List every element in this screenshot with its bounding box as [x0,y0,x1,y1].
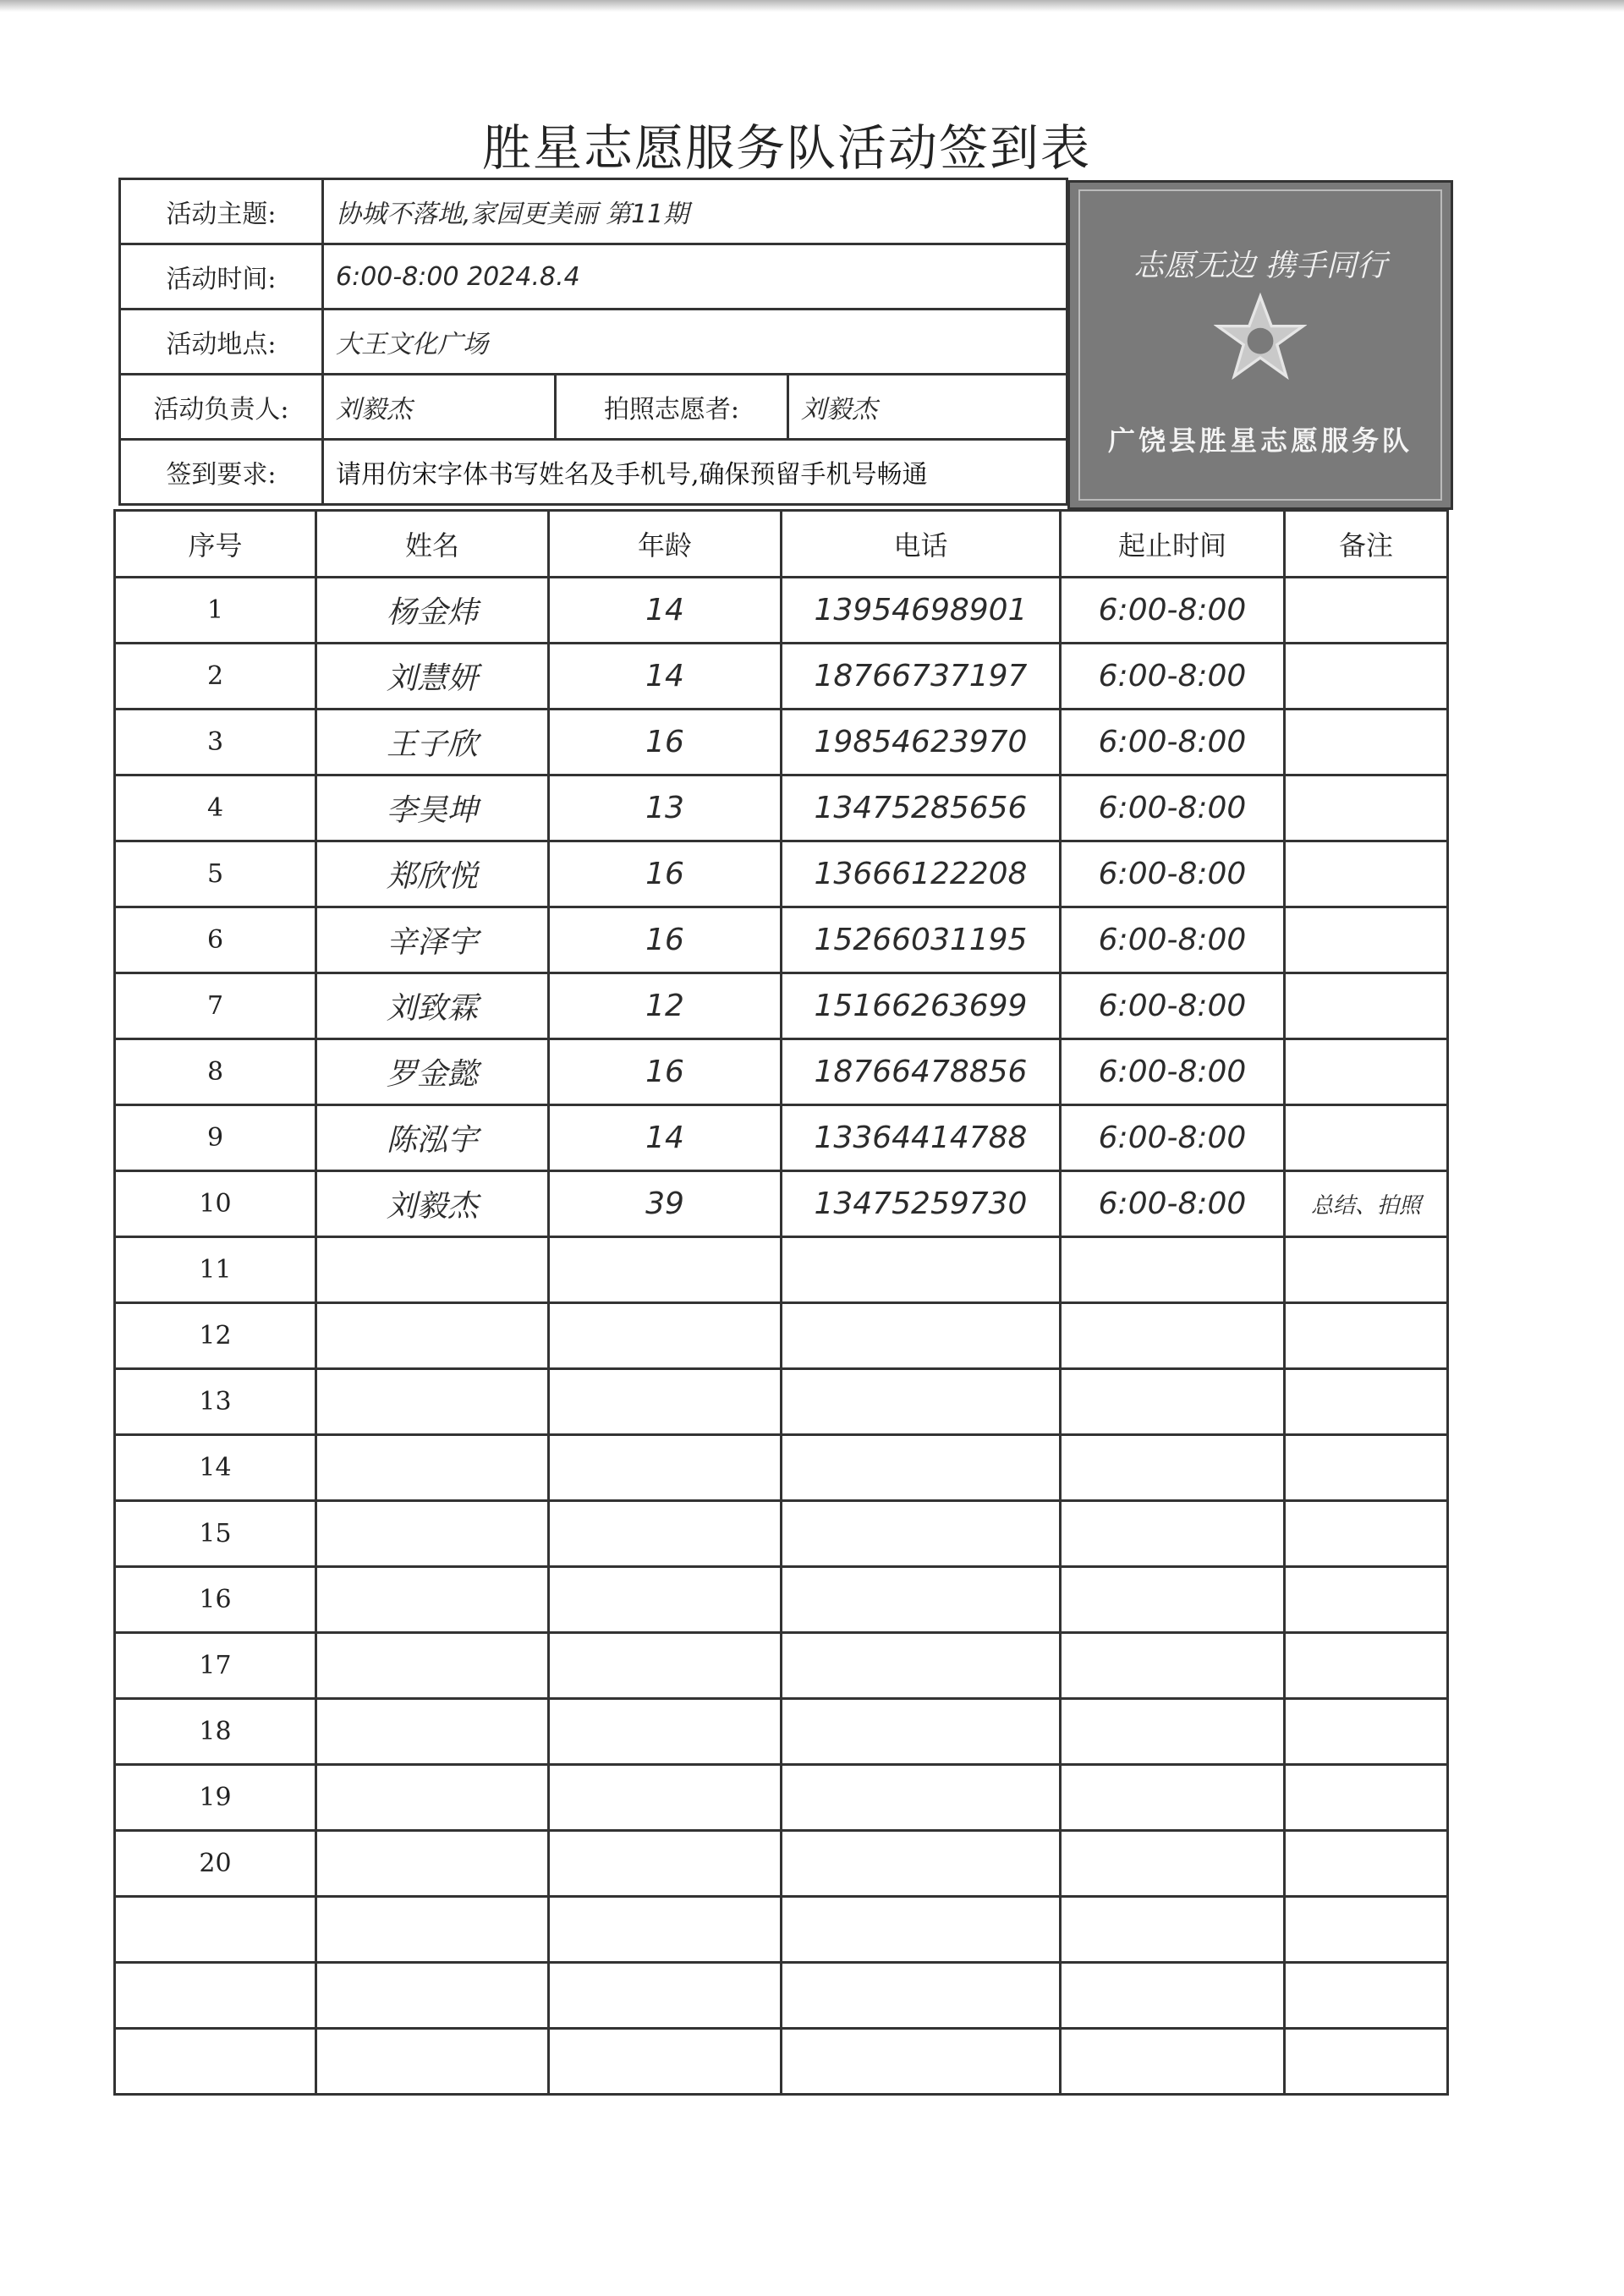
age-cell: 13 [549,775,782,841]
time-cell [1061,1831,1285,1897]
time-cell [1061,1567,1285,1633]
name-cell [316,1435,549,1501]
phone-cell: 18766478856 [782,1039,1061,1105]
header-note: 备注 [1285,511,1448,578]
phone-cell [782,2029,1061,2095]
requirement-value: 请用仿宋字体书写姓名及手机号,确保预留手机号畅通 [323,440,1067,505]
scan-edge-shadow [0,0,1624,12]
phone-cell [782,1237,1061,1303]
seq-cell: 14 [115,1435,316,1501]
table-row [115,1039,1448,1105]
age-cell [549,1897,782,1963]
age-cell: 16 [549,907,782,973]
age-cell [549,1765,782,1831]
phone-cell: 13954698901 [782,578,1061,644]
table-row [115,1303,1448,1369]
phone-cell [782,1633,1061,1699]
phone-cell: 15266031195 [782,907,1061,973]
note-cell [1285,1897,1448,1963]
age-cell [549,1237,782,1303]
note-cell [1285,1435,1448,1501]
header-name: 姓名 [316,511,549,578]
note-cell [1285,578,1448,644]
leader-label: 活动负责人: [120,375,323,440]
phone-cell: 18766737197 [782,644,1061,710]
seq-cell: 9 [115,1105,316,1171]
table-row [115,973,1448,1039]
age-cell: 14 [549,578,782,644]
seq-cell: 12 [115,1303,316,1369]
name-cell [316,1567,549,1633]
seq-cell [115,2029,316,2095]
note-cell [1285,1369,1448,1435]
table-row [115,1897,1448,1963]
name-cell [316,2029,549,2095]
name-cell [316,1369,549,1435]
name-cell: 刘慧妍 [316,644,549,710]
age-cell [549,1633,782,1699]
name-cell [316,1303,549,1369]
name-cell [316,1501,549,1567]
table-row [115,1963,1448,2029]
age-cell [549,1501,782,1567]
table-row [115,1699,1448,1765]
name-cell: 王子欣 [316,710,549,775]
note-cell [1285,1765,1448,1831]
seq-cell: 2 [115,644,316,710]
header-time: 起止时间 [1061,511,1285,578]
age-cell [549,2029,782,2095]
note-cell [1285,1963,1448,2029]
table-row [115,1831,1448,1897]
table-row [115,1369,1448,1435]
activity-info-table [118,178,1068,506]
seq-cell: 4 [115,775,316,841]
seq-cell [115,1963,316,2029]
header-phone: 电话 [782,511,1061,578]
note-cell [1285,1831,1448,1897]
age-cell: 16 [549,1039,782,1105]
table-row [115,1501,1448,1567]
age-cell [549,1435,782,1501]
phone-cell [782,1963,1061,2029]
table-row [115,1765,1448,1831]
seq-cell: 5 [115,841,316,907]
time-value: 6:00-8:00 2024.8.4 [323,244,1067,310]
name-cell [316,1765,549,1831]
phone-cell [782,1567,1061,1633]
time-cell [1061,1633,1285,1699]
time-cell [1061,1963,1285,2029]
name-cell: 陈泓宇 [316,1105,549,1171]
note-cell [1285,1699,1448,1765]
note-cell [1285,1501,1448,1567]
note-cell [1285,907,1448,973]
photographer-label: 拍照志愿者: [556,375,788,440]
table-row [115,2029,1448,2095]
time-label: 活动时间: [120,244,323,310]
requirement-label: 签到要求: [120,440,323,505]
time-cell [1061,1237,1285,1303]
table-row [115,644,1448,710]
seq-cell: 11 [115,1237,316,1303]
leader-value: 刘毅杰 [323,375,556,440]
age-cell: 14 [549,1105,782,1171]
name-cell: 郑欣悦 [316,841,549,907]
seq-cell: 19 [115,1765,316,1831]
table-row [115,578,1448,644]
logo-slogan: 志愿无边 携手同行 [1133,249,1387,283]
header-seq: 序号 [115,511,316,578]
phone-cell: 15166263699 [782,973,1061,1039]
phone-cell: 13475285656 [782,775,1061,841]
phone-cell [782,1765,1061,1831]
note-cell [1285,1237,1448,1303]
note-cell [1285,1303,1448,1369]
time-cell: 6:00-8:00 [1061,775,1285,841]
note-cell [1285,841,1448,907]
note-cell [1285,1567,1448,1633]
age-cell: 39 [549,1171,782,1237]
seq-cell: 17 [115,1633,316,1699]
info-row-theme [120,179,1067,244]
table-row [115,841,1448,907]
table-row [115,1171,1448,1237]
time-cell [1061,1897,1285,1963]
name-cell: 罗金懿 [316,1039,549,1105]
phone-cell: 13666122208 [782,841,1061,907]
age-cell [549,1963,782,2029]
time-cell [1061,2029,1285,2095]
time-cell: 6:00-8:00 [1061,1171,1285,1237]
name-cell: 刘致霖 [316,973,549,1039]
info-row-leader [120,375,1067,440]
seq-cell: 1 [115,578,316,644]
phone-cell [782,1303,1061,1369]
time-cell: 6:00-8:00 [1061,644,1285,710]
page-title: 胜星志愿服务队活动签到表 [481,119,1091,177]
seq-cell: 15 [115,1501,316,1567]
name-cell [316,1633,549,1699]
note-cell [1285,644,1448,710]
phone-cell [782,1897,1061,1963]
age-cell [549,1699,782,1765]
phone-cell: 13364414788 [782,1105,1061,1171]
time-cell: 6:00-8:00 [1061,1039,1285,1105]
table-row [115,710,1448,775]
seq-cell: 16 [115,1567,316,1633]
note-cell [1285,2029,1448,2095]
time-cell: 6:00-8:00 [1061,1105,1285,1171]
note-cell [1285,1105,1448,1171]
star-icon [1214,293,1307,386]
table-row [115,1633,1448,1699]
seq-cell: 3 [115,710,316,775]
note-cell [1285,973,1448,1039]
phone-cell [782,1699,1061,1765]
info-row-place [120,310,1067,375]
phone-cell [782,1435,1061,1501]
seq-cell: 18 [115,1699,316,1765]
note-cell [1285,775,1448,841]
age-cell: 14 [549,644,782,710]
note-cell [1285,1039,1448,1105]
age-cell [549,1303,782,1369]
name-cell: 刘毅杰 [316,1171,549,1237]
time-cell [1061,1435,1285,1501]
place-label: 活动地点: [120,310,323,375]
info-row-requirement [120,440,1067,505]
seq-cell: 20 [115,1831,316,1897]
table-row [115,1567,1448,1633]
time-cell [1061,1369,1285,1435]
attendance-table [113,509,1449,2096]
name-cell [316,1963,549,2029]
phone-cell: 19854623970 [782,710,1061,775]
note-cell: 总结、拍照 [1285,1171,1448,1237]
time-cell: 6:00-8:00 [1061,841,1285,907]
name-cell [316,1831,549,1897]
logo-team-name: 广饶县胜星志愿服务队 [1107,425,1413,457]
age-cell [549,1831,782,1897]
time-cell: 6:00-8:00 [1061,907,1285,973]
name-cell: 杨金炜 [316,578,549,644]
time-cell [1061,1699,1285,1765]
age-cell: 16 [549,710,782,775]
time-cell [1061,1501,1285,1567]
header-age: 年龄 [549,511,782,578]
note-cell [1285,710,1448,775]
time-cell: 6:00-8:00 [1061,578,1285,644]
info-row-time [120,244,1067,310]
phone-cell [782,1501,1061,1567]
phone-cell [782,1831,1061,1897]
team-logo [1067,180,1453,510]
time-cell [1061,1765,1285,1831]
time-cell: 6:00-8:00 [1061,973,1285,1039]
name-cell [316,1897,549,1963]
table-row [115,907,1448,973]
name-cell: 李昊坤 [316,775,549,841]
age-cell [549,1567,782,1633]
photographer-value: 刘毅杰 [788,375,1067,440]
seq-cell: 6 [115,907,316,973]
table-row [115,775,1448,841]
name-cell: 辛泽宇 [316,907,549,973]
name-cell [316,1699,549,1765]
table-row [115,1105,1448,1171]
table-row [115,1237,1448,1303]
seq-cell [115,1897,316,1963]
age-cell: 12 [549,973,782,1039]
theme-label: 活动主题: [120,179,323,244]
theme-value: 协城不落地,家园更美丽 第11期 [323,179,1067,244]
phone-cell [782,1369,1061,1435]
seq-cell: 8 [115,1039,316,1105]
place-value: 大王文化广场 [323,310,1067,375]
table-header-row [115,511,1448,578]
age-cell: 16 [549,841,782,907]
seq-cell: 10 [115,1171,316,1237]
time-cell: 6:00-8:00 [1061,710,1285,775]
time-cell [1061,1303,1285,1369]
age-cell [549,1369,782,1435]
phone-cell: 13475259730 [782,1171,1061,1237]
seq-cell: 7 [115,973,316,1039]
note-cell [1285,1633,1448,1699]
seq-cell: 13 [115,1369,316,1435]
table-row [115,1435,1448,1501]
name-cell [316,1237,549,1303]
